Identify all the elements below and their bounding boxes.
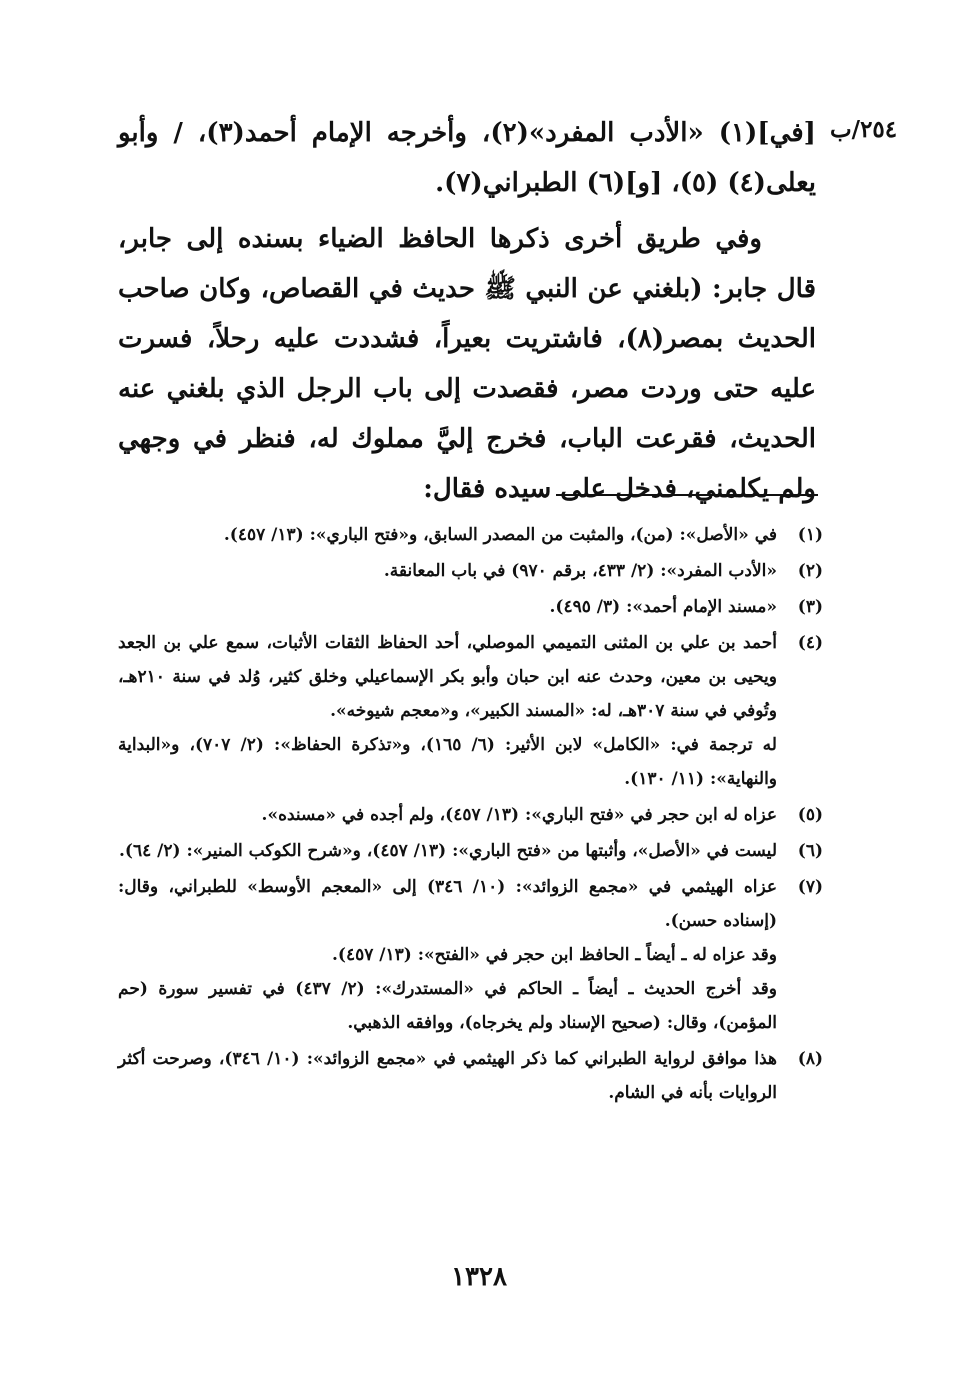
- footnote-number: (٤): [797, 633, 823, 653]
- main-paragraph: [في](١) «الأدب المفرد»(٢)، وأخرجه الإمام أحمد(٣)، / وأبو يعلى(٤) (٥)، [و](٦) الطبراني(٧).: [118, 118, 816, 198]
- footnote-text: [118, 590, 777, 624]
- footnote-text: [118, 834, 777, 868]
- page-number: ١٣٢٨: [451, 1262, 507, 1292]
- footnote: [118, 1042, 823, 1110]
- footnote-text: [118, 870, 777, 1040]
- footnote-text: [118, 798, 777, 832]
- footnote-line: له ترجمة في: «الكامل» لابن الأثير: (٦/ ١٦٥)، و«تذكرة الحفاظ»: (٢/ ٧٠٧)، و«البداية والنهاية»: (١١/ ١٣٠).: [118, 735, 777, 789]
- footnote-separator: [556, 494, 818, 496]
- footnote-line: ليست في «الأصل»، وأثبتها من «فتح الباري»: (١٣/ ٤٥٧)، و«شرح الكوكب المنير»: (٢/ ٦٤).: [118, 841, 777, 861]
- footnote-line: «مسند الإمام أحمد»: (٣/ ٤٩٥).: [549, 597, 777, 617]
- footnote: [118, 518, 823, 552]
- footnote: [118, 798, 823, 832]
- footnote-number: (٦): [797, 841, 823, 861]
- footnote-line: في «الأصل»: (من)، والمثبت من المصدر السابق، و«فتح الباري»: (١٣/ ٤٥٧).: [223, 525, 777, 545]
- main-text: [118, 108, 816, 514]
- main-paragraph: وفي طريق أخرى ذكرها الحافظ الضياء بسنده إلى جابر، قال جابر: (بلغني عن النبي ﷺ حديث في القصاص، وكان صاحب الحديث بمصر(٨)، فاشتريت بعيراً، فشددت عليه رحلاً، فسرت عليه حتى وردت مصر، فقصدت إلى باب الرجل الذي بلغني عنه الحديث، فقرعت الباب، فخرج إليَّ مملوك له، فنظر في وجهي ولم يكلمني، فدخل على سيده فقال:: [118, 224, 816, 504]
- footnote-line: عزاه له ابن حجر في «فتح الباري»: (١٣/ ٤٥٧)، ولم أجده في «مسنده».: [261, 805, 777, 825]
- footnote-number: (٢): [797, 561, 823, 581]
- footnote-line: «الأدب المفرد»: (٢/ ٤٣٣، برقم ٩٧٠) في باب المعانقة.: [383, 561, 777, 581]
- footnote-line: أحمد بن علي بن المثنى التميمي الموصلي، أحد الحفاظ الثقات الأثبات، سمع علي بن الجعد ويحيى بن معين، وحدث عنه ابن حبان وأبو بكر الإسماعيلي وخلق كثير، وُلد في سنة ٢١٠هـ، وتُوفي في سنة ٣٠٧هـ، له: «المسند الكبير»، و«معجم شيوخه».: [118, 633, 777, 721]
- footnote: [118, 554, 823, 588]
- footnote-text: [118, 626, 777, 796]
- footnote-line: هذا موافق لرواية الطبراني كما ذكر الهيثمي في «مجمع الزوائد»: (١٠/ ٣٤٦)، وصرحت أكثر الروايات بأنه في الشام.: [118, 1049, 777, 1103]
- footnote-number: (٣): [797, 597, 823, 617]
- footnote-line: وقد أخرج الحديث ـ أيضاً ـ الحاكم في «المستدرك»: (٢/ ٤٣٧) في تفسير سورة (حم المؤمن)، وقال: (صحيح الإسناد ولم يخرجاه)، ووافقه الذهبي.: [118, 979, 778, 1033]
- footnote-line: وقد عزاه له ـ أيضاً ـ الحافظ ابن حجر في «الفتح»: (١٣/ ٤٥٧).: [332, 945, 777, 965]
- footnote-number: (١): [797, 525, 823, 545]
- footnote: [118, 870, 823, 1040]
- footnote: [118, 834, 823, 868]
- footnote: [118, 626, 823, 796]
- folio-margin-note: ٢٥٤/ب: [830, 116, 898, 143]
- footnotes: [118, 518, 823, 1112]
- footnote-text: [118, 518, 777, 552]
- footnote: [118, 590, 823, 624]
- footnote-number: (٥): [797, 805, 823, 825]
- footnote-number: (٨): [797, 1049, 823, 1069]
- footnote-text: [118, 554, 777, 588]
- footnote-line: عزاه الهيثمي في «مجمع الزوائد»: (١٠/ ٣٤٦) إلى «المعجم الأوسط» للطبراني، وقال: (إسناده حسن).: [118, 877, 777, 931]
- footnote-number: (٧): [797, 877, 823, 897]
- footnote-text: [118, 1042, 777, 1110]
